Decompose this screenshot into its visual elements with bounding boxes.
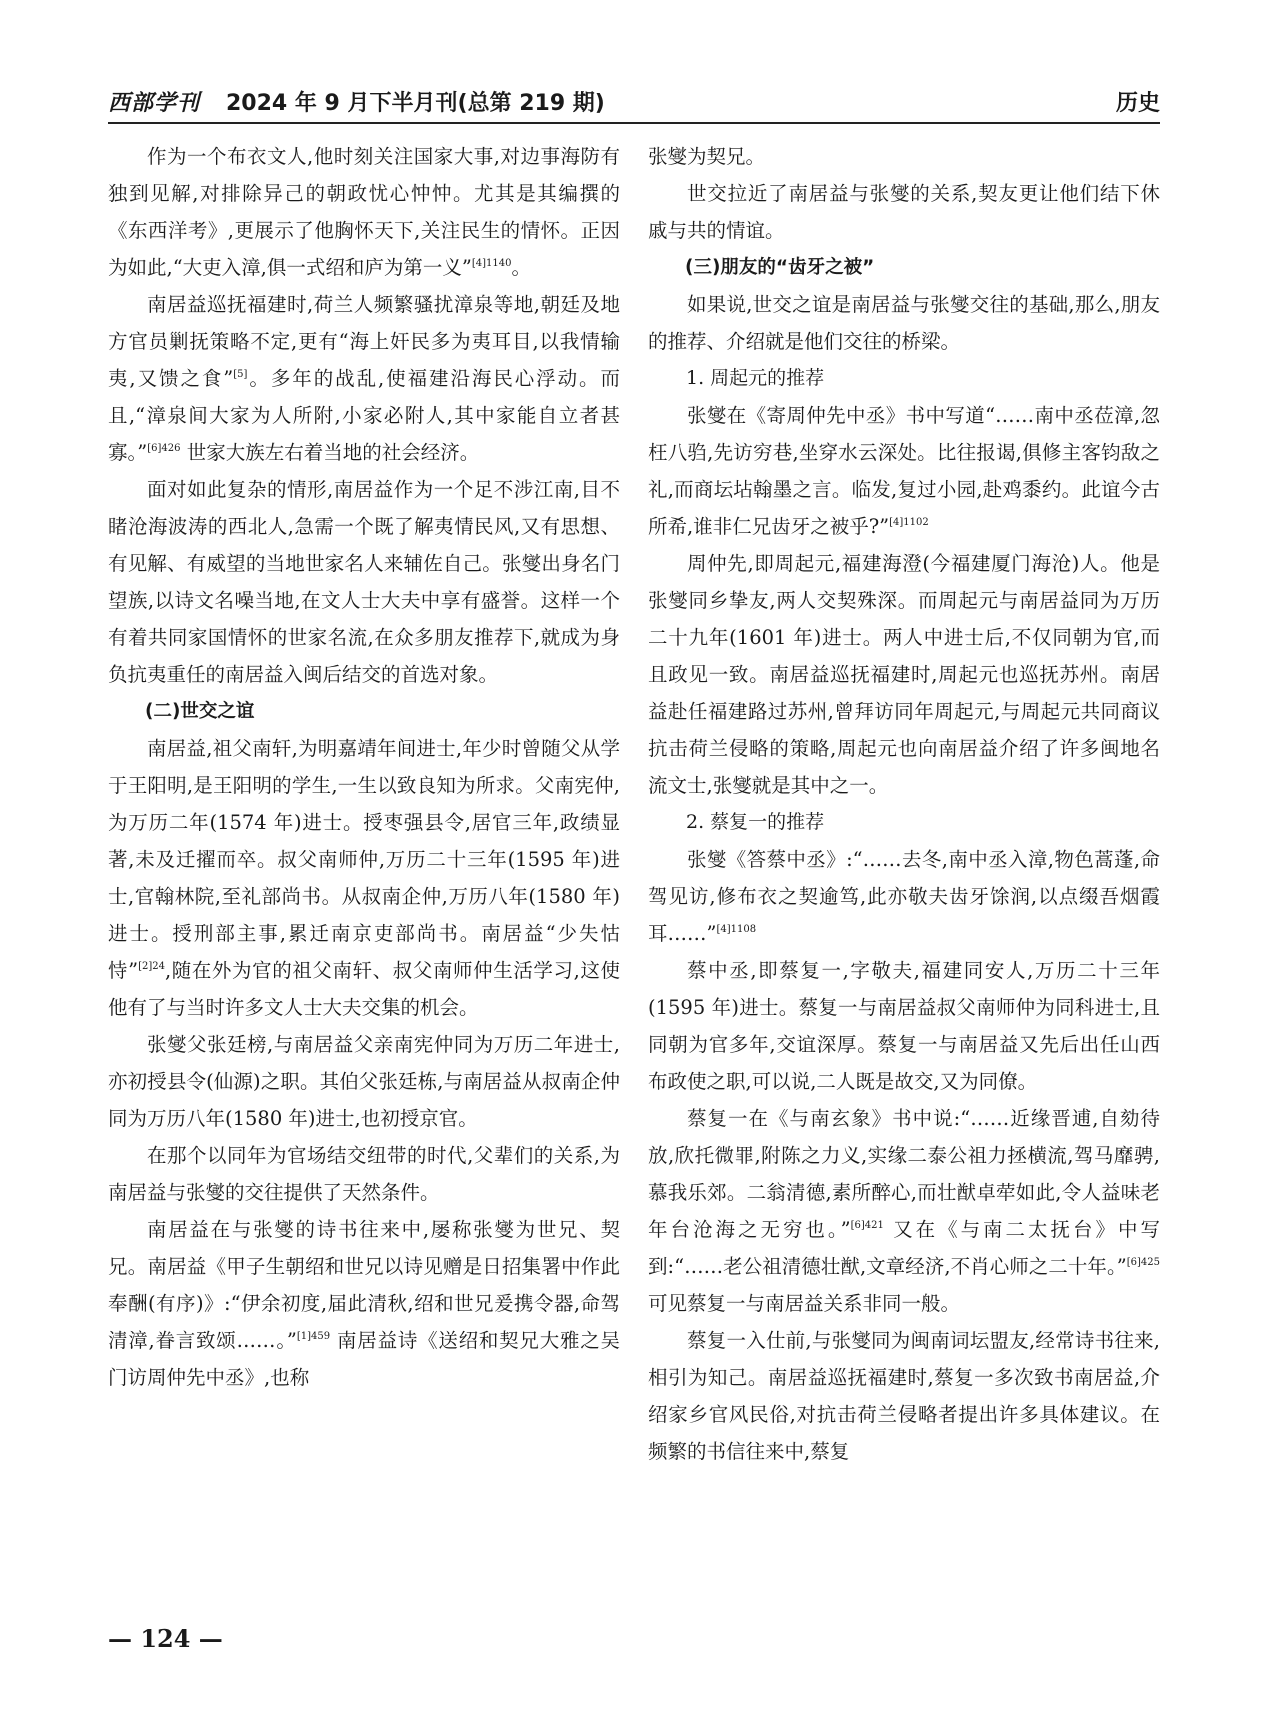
- paragraph-text: 可见蔡复一与南居益关系非同一般。: [648, 1292, 961, 1315]
- paragraph: [108, 1137, 620, 1211]
- paragraph: [108, 286, 620, 471]
- citation: [6]426: [147, 443, 181, 454]
- paragraph: [648, 397, 1160, 545]
- paragraph-text: 张燮为契兄。: [648, 145, 766, 168]
- paragraph-text: 蔡复一在《与南玄象》书中说:“……近缘晋逋,自劾待放,欣托微罪,附陈之力义,实缘二泰公祖力拯横流,驾马靡骋,慕我乐郊。二翁清德,素所醉心,而壮猷卓荦如此,令人益味老年台沧海之无穷也。”: [648, 1107, 1160, 1241]
- citation: [6]421: [850, 1220, 884, 1231]
- running-header: [108, 84, 1160, 120]
- paragraph-text: 世家大族左右着当地的社会经济。: [180, 441, 480, 464]
- paragraph-text: 如果说,世交之谊是南居益与张燮交往的基础,那么,朋友的推荐、介绍就是他们交往的桥梁。: [648, 293, 1160, 353]
- paragraph-text: 。多年的战乱,使福建沿海民心浮动。而且,“漳泉间大家为人所附,小家必附人,其中家能自立者甚寡。”: [108, 367, 620, 464]
- paragraph-text: 面对如此复杂的情形,南居益作为一个足不涉江南,目不睹沧海波涛的西北人,急需一个既了解夷情民风,又有思想、有见解、有威望的当地世家名人来辅佐自己。张燮出身名门望族,以诗文名噪当地,在文人士大夫中享有盛誉。这样一个有着共同家国情怀的世家名流,在众多朋友推荐下,就成为身负抗夷重任的南居益入闽后结交的首选对象。: [108, 478, 620, 686]
- citation: [6]425: [1126, 1257, 1160, 1268]
- paragraph-text: ,随在外为官的祖父南轩、叔父南师仲生活学习,这使他有了与当时许多文人士大夫交集的机会。: [108, 959, 620, 1019]
- left-column: [108, 138, 620, 1396]
- paragraph-text: 作为一个布衣文人,他时刻关注国家大事,对边事海防有独到见解,对排除异己的朝政忧心忡忡。尤其是其编撰的《东西洋考》,更展示了他胸怀天下,关注民生的情怀。正因为如此,“大吏入漳,俱一式绍和庐为第一义”: [108, 145, 620, 279]
- paragraph: [648, 952, 1160, 1100]
- paragraph-text: 张燮在《寄周仲先中丞》书中写道“……南中丞莅漳,忽枉八驺,先访穷巷,坐穿水云深处。比往报谒,俱修主客钧敌之礼,而商坛坫翰墨之言。临发,复过小园,赴鸡黍约。此谊今古所希,谁非仁兄齿牙之被乎?”: [648, 404, 1160, 538]
- paragraph: [108, 138, 620, 286]
- paragraph-text: 周仲先,即周起元,福建海澄(今福建厦门海沧)人。他是张燮同乡挚友,两人交契殊深。而周起元与南居益同为万历二十九年(1601 年)进士。两人中进士后,不仅同朝为官,而且政见一致。南居益巡抚福建时,周起元也巡抚苏州。南居益赴任福建路过苏州,曾拜访同年周起元,与周起元共同商议抗击荷兰侵略的策略,周起元也向南居益介绍了许多闽地名流文士,张燮就是其中之一。: [648, 552, 1160, 797]
- citation: [4]1108: [716, 924, 757, 935]
- paragraph: [108, 1026, 620, 1137]
- paragraph-text: 南居益诗《送绍和契兄大雅之吴门访周仲先中丞》,也称: [108, 1329, 620, 1389]
- journal-issue: 2024 年 9 月下半月刊(总第 219 期): [226, 91, 605, 116]
- paragraph-text: 南居益,祖父南轩,为明嘉靖年间进士,年少时曾随父从学于王阳明,是王阳明的学生,一生以致良知为所求。父南宪仲,为万历二年(1574 年)进士。授枣强县令,居官三年,政绩显著,未及迁擢而卒。叔父南师仲,万历二十三年(1595 年)进士,官翰林院,至礼部尚书。从叔南企仲,万历八年(1580 年)进士。授刑部主事,累迁南京吏部尚书。南居益“少失怙恃”: [108, 737, 620, 982]
- paragraph-text: 张燮父张廷榜,与南居益父亲南宪仲同为万历二年进士,亦初授县令(仙源)之职。其伯父张廷栋,与南居益从叔南企仲同为万历八年(1580 年)进士,也初授京官。: [108, 1033, 620, 1130]
- paragraph: [648, 545, 1160, 804]
- paragraph: [648, 286, 1160, 360]
- right-column: [648, 138, 1160, 1470]
- paragraph: [648, 1100, 1160, 1322]
- paragraph: [648, 138, 1160, 175]
- subsection-heading: 1. 周起元的推荐: [686, 367, 825, 389]
- paragraph: [648, 1322, 1160, 1470]
- paragraph: [648, 175, 1160, 249]
- citation: [4]1140: [471, 258, 512, 269]
- page-number: — 124 —: [108, 1624, 223, 1653]
- section-label: 历史: [1115, 91, 1160, 116]
- paragraph-text: 南居益在与张燮的诗书往来中,屡称张燮为世兄、契兄。南居益《甲子生朝绍和世兄以诗见赠是日招集署中作此奉酬(有序)》:“伊余初度,届此清秋,绍和世兄爰携令器,命驾清漳,眷言致颂……。”: [108, 1218, 620, 1352]
- paragraph: [648, 841, 1160, 952]
- section-heading: (三)朋友的“齿牙之被”: [685, 257, 875, 278]
- paragraph-text: 蔡复一入仕前,与张燮同为闽南词坛盟友,经常诗书往来,相引为知己。南居益巡抚福建时,蔡复一多次致书南居益,介绍家乡官风民俗,对抗击荷兰侵略者提出许多具体建议。在频繁的书信往来中,蔡复: [648, 1329, 1160, 1463]
- header-rule: [108, 122, 1160, 124]
- paragraph-text: 又在《与南二太抚台》中写到:“……老公祖清德壮猷,文章经济,不肖心师之二十年。”: [648, 1218, 1160, 1278]
- paragraph-text: 。: [511, 256, 531, 279]
- citation: [1]459: [296, 1331, 331, 1342]
- subsection-heading: 2. 蔡复一的推荐: [686, 811, 825, 833]
- paragraph-text: 南居益巡抚福建时,荷兰人频繁骚扰漳泉等地,朝廷及地方官员剿抚策略不定,更有“海上奸民多为夷耳目,以我情输夷,又馈之食”: [108, 293, 620, 390]
- paragraph-text: 蔡中丞,即蔡复一,字敬夫,福建同安人,万历二十三年(1595 年)进士。蔡复一与南居益叔父南师仲为同科进士,且同朝为官多年,交谊深厚。蔡复一与南居益又先后出任山西布政使之职,可以说,二人既是故交,又为同僚。: [648, 959, 1160, 1093]
- citation: [5]: [233, 369, 248, 380]
- citation: [4]1102: [889, 517, 929, 528]
- citation: [2]24: [138, 961, 165, 972]
- paragraph: [108, 730, 620, 1026]
- paragraph-text: 张燮《答蔡中丞》:“……去冬,南中丞入漳,物色蒿蓬,命驾见访,修布衣之契逾笃,此亦敬夫齿牙馀润,以点缀吾烟霞耳……”: [648, 848, 1160, 945]
- paragraph-text: 在那个以同年为官场结交纽带的时代,父辈们的关系,为南居益与张燮的交往提供了天然条件。: [108, 1144, 620, 1204]
- section-heading: (二)世交之谊: [145, 701, 255, 722]
- paragraph: [108, 1211, 620, 1396]
- journal-logo: 西部学刊: [108, 90, 201, 116]
- paragraph: [108, 471, 620, 693]
- paragraph-text: 世交拉近了南居益与张燮的关系,契友更让他们结下休戚与共的情谊。: [648, 182, 1160, 242]
